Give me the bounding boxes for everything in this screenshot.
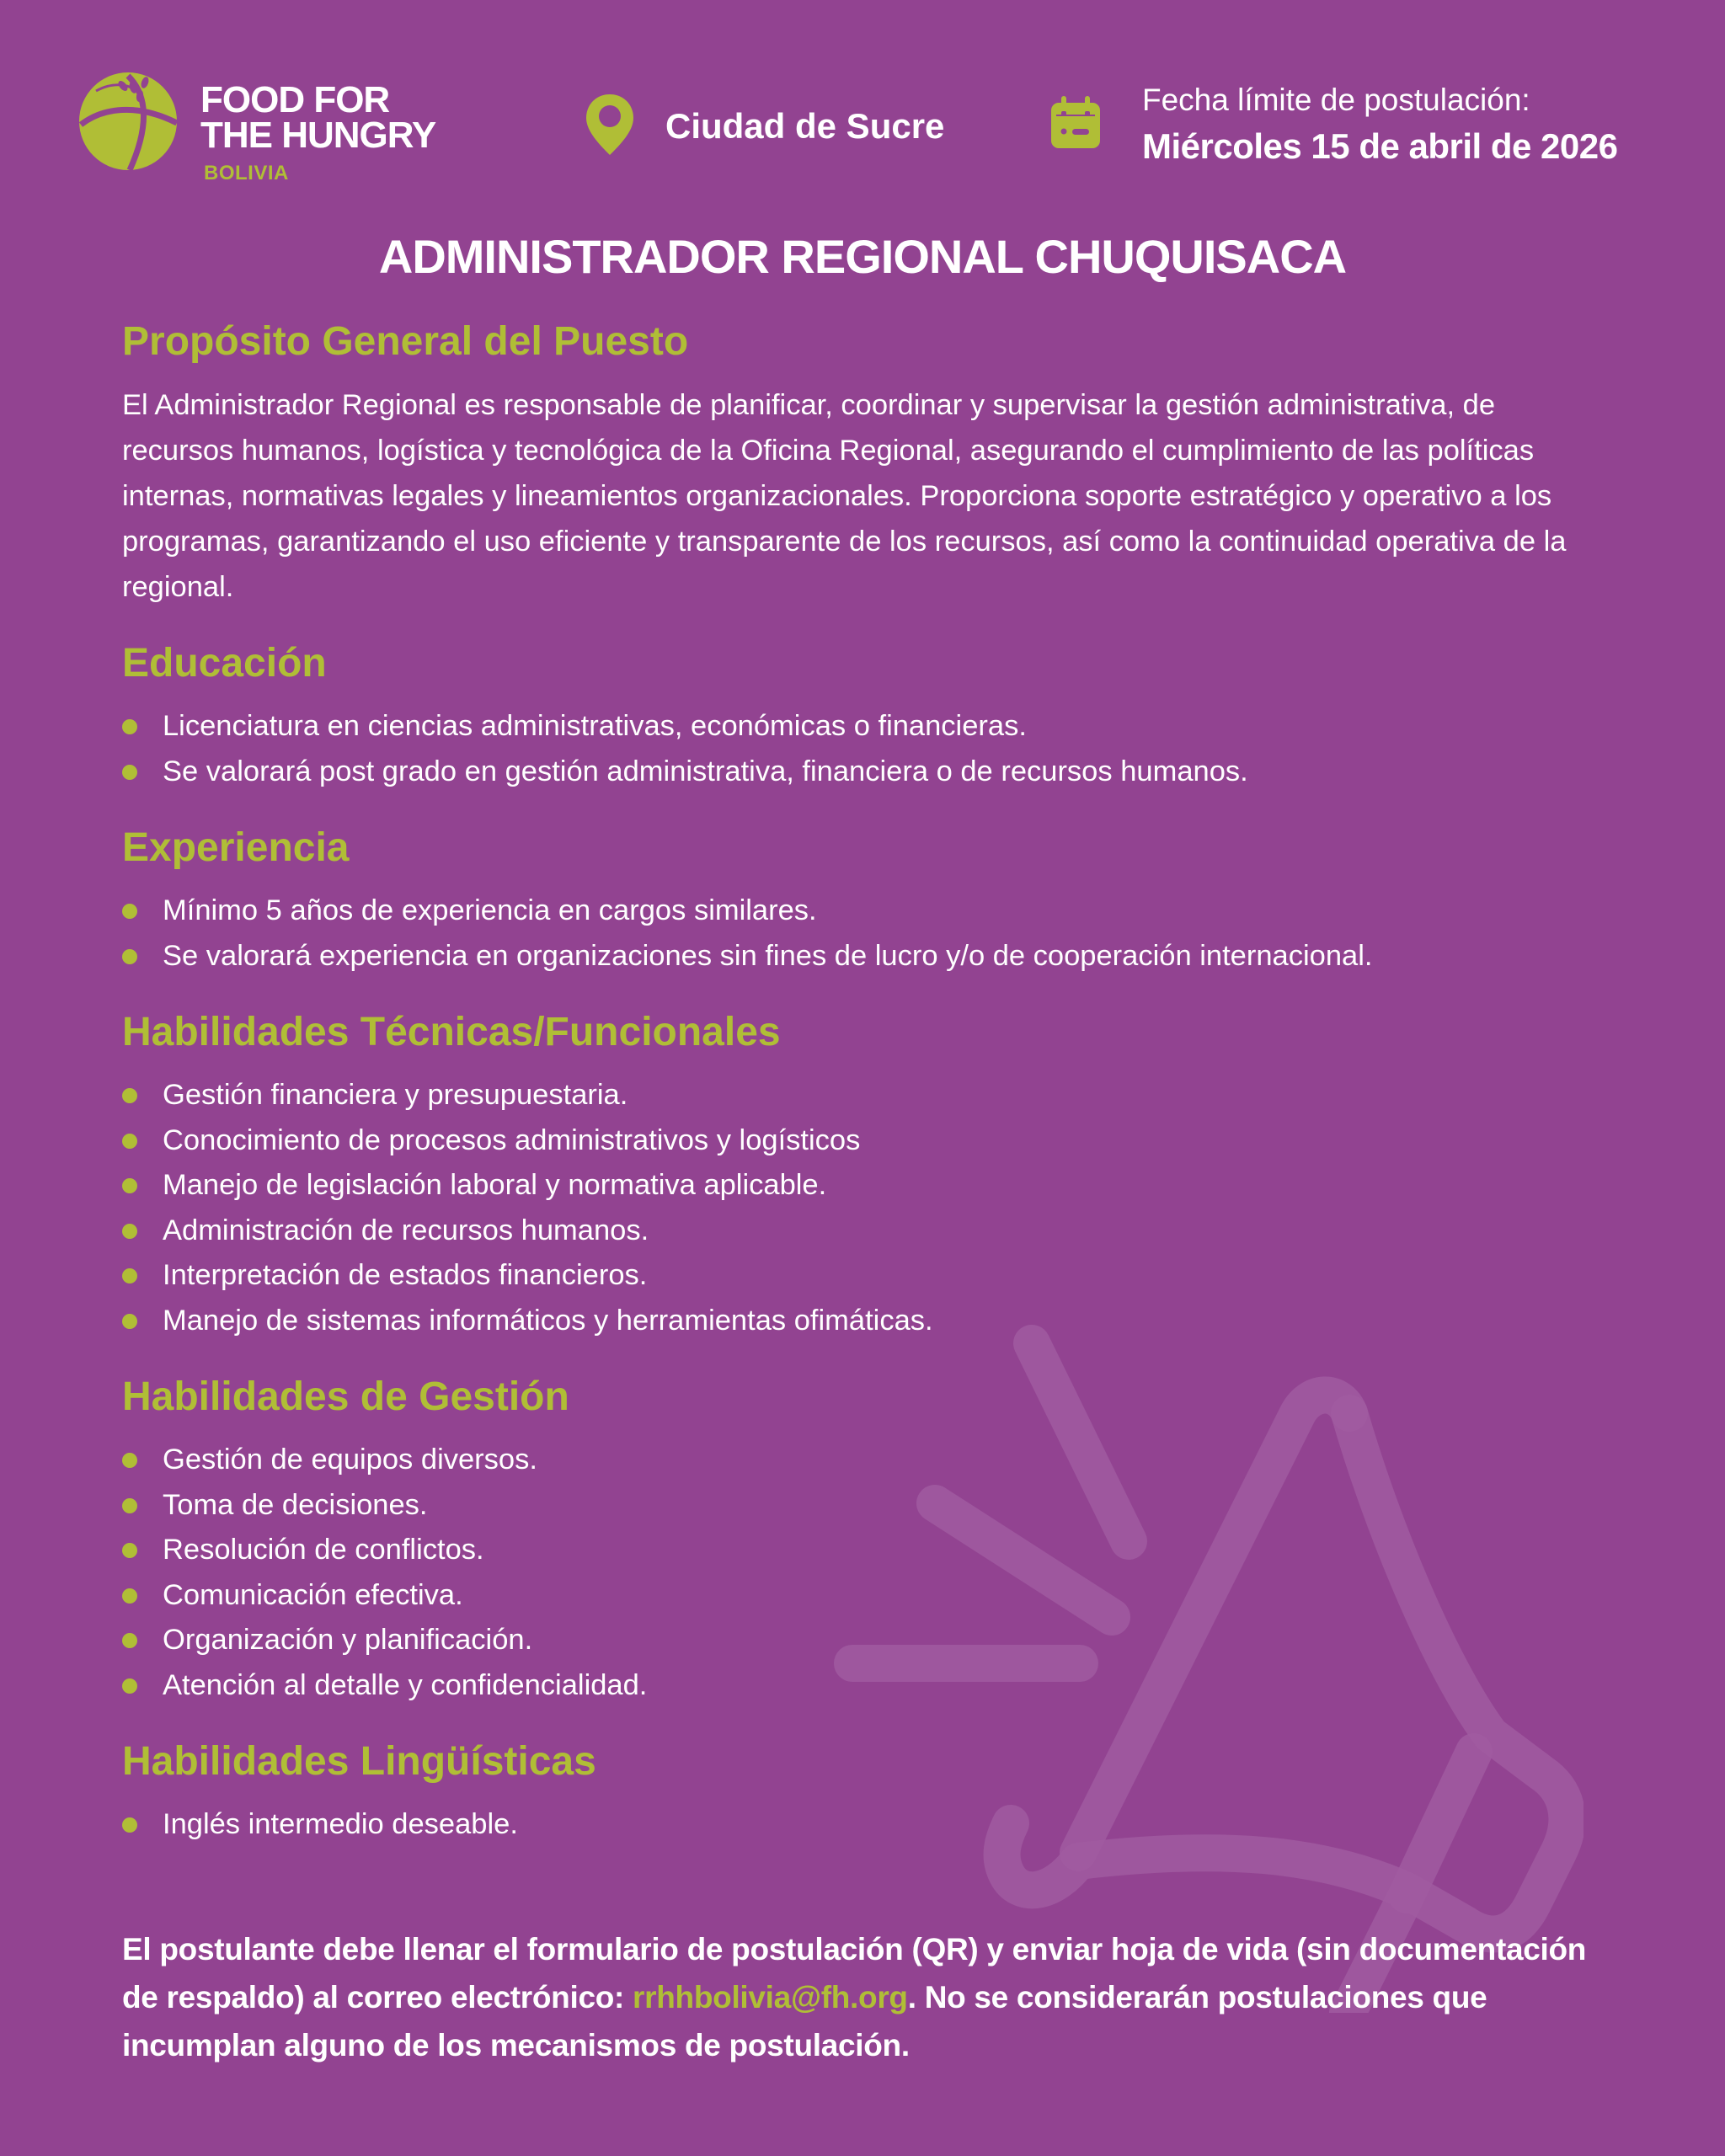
list-item-text: Comunicación efectiva.: [163, 1578, 463, 1611]
bullet-icon: [122, 1588, 137, 1604]
list-item: [122, 1618, 1613, 1663]
bullet-icon: [122, 1817, 137, 1833]
bullet-icon: [122, 765, 137, 780]
section-purpose: [122, 313, 1613, 610]
list-item: [122, 704, 1613, 750]
calendar-icon: [1049, 94, 1102, 150]
list-item-text: Mínimo 5 años de experiencia en cargos similares.: [163, 894, 817, 926]
purpose-text: El Administrador Regional es responsable de planificar, coordinar y supervisar la gestión administrativa, de recursos humanos, logística y tecnológica de la Oficina Regional, asegurando el cumplimiento de las políticas internas, normativas legales y lineamientos organizacionales. Proporciona soporte estratégico y operativo a los programas, garantizando el uso eficiente y transparente de los recursos, así como la continuidad operativa de la regional.: [122, 389, 1567, 603]
list-item: [122, 1528, 1613, 1573]
bullet-icon: [122, 949, 137, 964]
organization-logo: [77, 71, 465, 189]
section-heading: Habilidades Lingüísticas: [122, 1739, 596, 1784]
deadline-label: Fecha límite de postulación:: [1142, 83, 1530, 117]
job-title: ADMINISTRADOR REGIONAL CHUQUISACA: [378, 230, 1347, 283]
list-item-text: Gestión financiera y presupuestaria.: [163, 1079, 628, 1111]
management-skills-list: [122, 1438, 1613, 1708]
logo-wordmark: [200, 79, 436, 156]
section-heading: Propósito General del Puesto: [122, 319, 689, 364]
experience-list: [122, 889, 1613, 979]
list-item-text: Conocimiento de procesos administrativos y logísticos: [163, 1123, 861, 1156]
bullet-icon: [122, 904, 137, 919]
education-list: [122, 704, 1613, 794]
location-text: Ciudad de Sucre: [665, 106, 945, 146]
instructions-text-end: . No se considerarán postulaciones que incumplan alguno de los mecanismos de postulación.: [122, 1980, 1487, 2063]
logo-line-2: THE HUNGRY: [200, 115, 436, 156]
list-item-text: Gestión de equipos diversos.: [163, 1444, 537, 1476]
section-education: [122, 635, 1613, 794]
section-management-skills: [122, 1369, 1613, 1708]
list-item: [122, 1663, 1613, 1709]
list-item: [122, 750, 1613, 795]
logo-line-1: FOOD FOR: [200, 79, 390, 120]
list-item: [122, 1438, 1613, 1483]
bullet-icon: [122, 719, 137, 734]
list-item-text: Atención al detalle y confidencialidad.: [163, 1668, 648, 1701]
list-item-text: Administración de recursos humanos.: [163, 1214, 649, 1246]
bullet-icon: [122, 1633, 137, 1648]
section-heading: Experiencia: [122, 825, 350, 870]
section-heading: Habilidades Técnicas/Funcionales: [122, 1010, 781, 1054]
section-language-skills: [122, 1733, 1613, 1848]
list-item-text: Interpretación de estados financieros.: [163, 1259, 648, 1291]
bullet-icon: [122, 1268, 137, 1283]
bullet-icon: [122, 1178, 137, 1193]
list-item: [122, 889, 1613, 934]
bullet-icon: [122, 1134, 137, 1149]
bullet-icon: [122, 1224, 137, 1239]
bullet-icon: [122, 1498, 137, 1513]
list-item-text: Toma de decisiones.: [163, 1488, 428, 1521]
section-experience: [122, 819, 1613, 979]
list-item-text: Inglés intermedio deseable.: [163, 1808, 518, 1840]
section-heading: Educación: [122, 641, 327, 686]
list-item: [122, 934, 1613, 979]
application-instructions: [122, 1925, 1621, 2069]
bullet-icon: [122, 1088, 137, 1103]
list-item-text: Manejo de legislación laboral y normativa aplicable.: [163, 1169, 827, 1201]
bullet-icon: [122, 1678, 137, 1694]
list-item: [122, 1299, 1613, 1344]
list-item-text: Organización y planificación.: [163, 1624, 533, 1656]
list-item: [122, 1209, 1613, 1254]
list-item: [122, 1163, 1613, 1209]
list-item-text: Licenciatura en ciencias administrativas, económicas o financieras.: [163, 710, 1027, 742]
email-link[interactable]: rrhhbolivia@fh.org: [633, 1980, 908, 2015]
list-item: [122, 1118, 1613, 1164]
section-heading: Habilidades de Gestión: [122, 1374, 569, 1419]
list-item-text: Se valorará experiencia en organizaciones sin fines de lucro y/o de cooperación internacional.: [163, 939, 1373, 972]
list-item: [122, 1802, 1613, 1848]
deadline-date: Miércoles 15 de abril de 2026: [1142, 126, 1618, 166]
section-technical-skills: [122, 1004, 1613, 1343]
list-item-text: Se valorará post grado en gestión administrativa, financiera o de recursos humanos.: [163, 755, 1248, 787]
list-item: [122, 1483, 1613, 1529]
bullet-icon: [122, 1314, 137, 1329]
language-skills-list: [122, 1802, 1613, 1848]
list-item: [122, 1573, 1613, 1619]
header: [0, 0, 1725, 219]
logo-country: BOLIVIA: [204, 162, 289, 184]
job-description: [122, 313, 1613, 1873]
instructions-text-start: El postulante debe llenar el formulario de postulación (QR) y enviar hoja de vida (sin documentación de respaldo) al correo electrónico:: [122, 1932, 1587, 2015]
list-item-text: Resolución de conflictos.: [163, 1534, 484, 1566]
wheat-globe-logo-icon: [77, 71, 179, 172]
technical-skills-list: [122, 1073, 1613, 1343]
list-item: [122, 1253, 1613, 1299]
list-item: [122, 1073, 1613, 1118]
list-item-text: Manejo de sistemas informáticos y herramientas ofimáticas.: [163, 1304, 933, 1337]
map-pin-icon: [585, 93, 635, 157]
bullet-icon: [122, 1543, 137, 1558]
bullet-icon: [122, 1453, 137, 1468]
